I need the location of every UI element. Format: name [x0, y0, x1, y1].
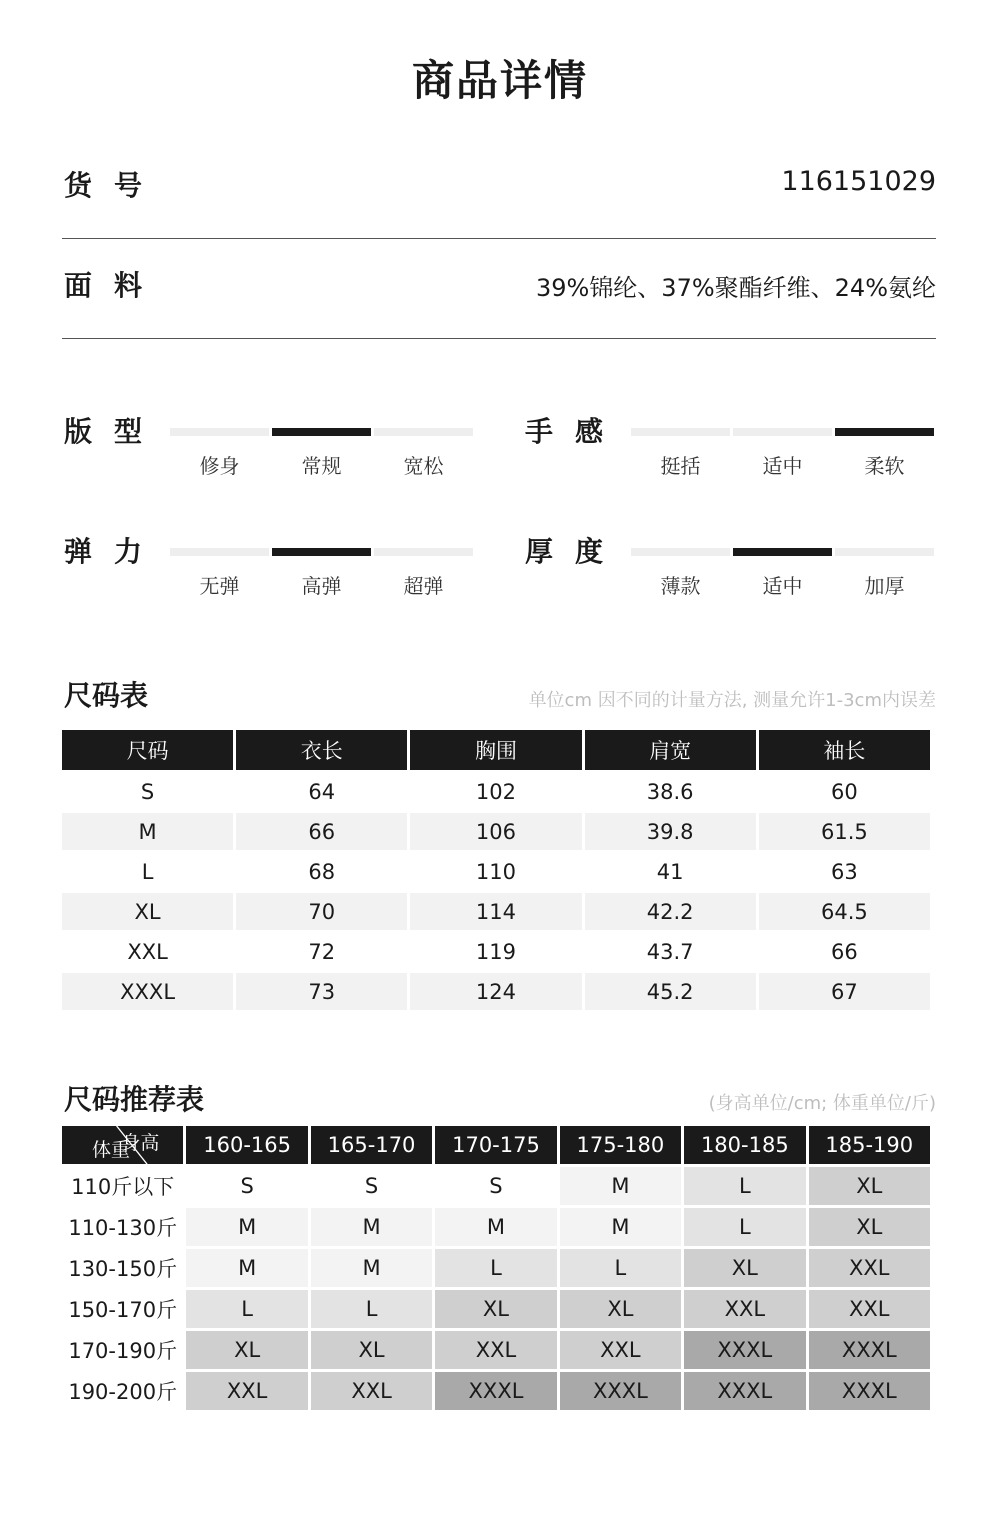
recommended-size-cell: XL [186, 1331, 307, 1369]
table-row [62, 853, 930, 890]
stretch-scale-segment [374, 548, 473, 556]
size-column-header: 袖长 [759, 730, 930, 770]
weight-row-header: 130-150斤 [62, 1249, 183, 1287]
table-row [62, 893, 930, 930]
recommended-size-cell: XL [809, 1208, 930, 1246]
thickness-option-label: 适中 [762, 574, 803, 598]
size-recommend-table [59, 1123, 933, 1413]
size-column-header: 衣长 [236, 730, 407, 770]
recommended-size-cell: XL [560, 1290, 681, 1328]
recommended-size-cell: M [186, 1249, 307, 1287]
recommended-size-cell: XXXL [435, 1372, 556, 1410]
size-cell: 67 [759, 973, 930, 1010]
feel-scale-segment [631, 428, 730, 436]
size-cell: 39.8 [585, 813, 756, 850]
size-cell: 64.5 [759, 893, 930, 930]
size-cell: XXXL [62, 973, 233, 1010]
recommended-size-cell: L [684, 1167, 805, 1205]
thickness-scale-segment [631, 548, 730, 556]
item-number-value: 116151029 [781, 166, 936, 197]
recommended-size-cell: L [186, 1290, 307, 1328]
size-cell: S [140, 779, 155, 804]
stretch-label: 弹力 [64, 535, 165, 568]
size-cell: 73 [236, 973, 407, 1010]
height-column-header: 185-190 [809, 1126, 930, 1164]
recommended-size-cell: M [435, 1208, 556, 1246]
feel-scale-segment [733, 428, 832, 436]
fit-option-label: 修身 [199, 454, 240, 478]
size-cell: 43.7 [646, 939, 694, 964]
recommended-size-cell: M [560, 1208, 681, 1246]
height-column-header: 165-170 [311, 1126, 432, 1164]
size-cell: 119 [475, 939, 517, 964]
recommended-size-cell: L [311, 1290, 432, 1328]
table-corner [62, 1126, 183, 1164]
recommended-size-cell: XL [311, 1331, 432, 1369]
recommended-size-cell: XXXL [809, 1372, 930, 1410]
feel-option-label: 适中 [762, 454, 803, 478]
recommended-size-cell: XXXL [684, 1331, 805, 1369]
fit-scale-segment [374, 428, 473, 436]
attribute-thickness [523, 530, 935, 610]
weight-row-header: 110斤以下 [62, 1167, 183, 1205]
recommended-size-cell: XXL [809, 1290, 930, 1328]
stretch-option-label: 超弹 [403, 574, 444, 598]
recommended-size-cell: L [435, 1249, 556, 1287]
recommended-size-cell: XXL [435, 1331, 556, 1369]
size-cell: 124 [410, 973, 581, 1010]
recommended-size-cell: XXXL [809, 1331, 930, 1369]
table-row [62, 1249, 930, 1287]
thickness-option-label: 薄款 [660, 574, 701, 598]
recommended-size-cell: XXXL [684, 1372, 805, 1410]
height-column-header: 160-165 [186, 1126, 307, 1164]
feel-label: 手感 [525, 415, 626, 448]
size-cell: 41 [656, 859, 684, 884]
weight-row-header: 190-200斤 [62, 1372, 183, 1410]
recommended-size-cell: L [684, 1208, 805, 1246]
size-column-header: 胸围 [410, 730, 581, 770]
recommended-size-cell: S [311, 1167, 432, 1205]
corner-weight-label: 体重 [92, 1139, 131, 1161]
table-row [62, 1208, 930, 1246]
page-title: 商品详情 [411, 56, 588, 105]
size-chart-note: 单位cm 因不同的计量方法, 测量允许1-3cm内误差 [528, 690, 936, 711]
recommended-size-cell: XL [435, 1290, 556, 1328]
recommended-size-cell: XXXL [560, 1372, 681, 1410]
recommend-note: (身高单位/cm; 体重单位/斤) [708, 1093, 936, 1114]
fit-scale-segment [170, 428, 269, 436]
recommended-size-cell: XL [684, 1249, 805, 1287]
size-cell: L [141, 859, 154, 884]
item-number-row [62, 138, 936, 239]
recommended-size-cell: XL [809, 1167, 930, 1205]
recommended-size-cell: XXL [684, 1290, 805, 1328]
height-column-header: 180-185 [684, 1126, 805, 1164]
size-cell: M [62, 813, 233, 850]
recommended-size-cell: M [311, 1249, 432, 1287]
height-column-header: 175-180 [560, 1126, 681, 1164]
recommended-size-cell: XXL [560, 1331, 681, 1369]
size-cell: 42.2 [585, 893, 756, 930]
thickness-label: 厚度 [525, 535, 626, 568]
size-chart-title: 尺码表 [64, 679, 149, 712]
stretch-option-label: 高弹 [301, 574, 342, 598]
corner-height-label: 身高 [121, 1132, 160, 1154]
thickness-scale-segment [733, 548, 832, 556]
fit-label: 版型 [64, 415, 165, 448]
fabric-label: 面料 [64, 269, 165, 302]
table-row [62, 1331, 930, 1369]
recommended-size-cell: XXL [186, 1372, 307, 1410]
size-cell: 63 [831, 859, 858, 884]
feel-option-label: 柔软 [864, 454, 905, 478]
size-cell: 64 [308, 779, 336, 804]
size-cell: 70 [236, 893, 407, 930]
attribute-fit [62, 410, 474, 490]
size-chart-table [59, 727, 933, 1013]
stretch-option-label: 无弹 [199, 574, 240, 598]
fit-scale-segment [272, 428, 371, 436]
feel-scale-segment [835, 428, 934, 436]
recommended-size-cell: L [560, 1249, 681, 1287]
size-cell: 72 [308, 939, 336, 964]
recommend-title: 尺码推荐表 [64, 1083, 205, 1116]
stretch-scale-segment [272, 548, 371, 556]
size-cell: XXL [127, 939, 168, 964]
size-cell: 106 [410, 813, 581, 850]
size-cell: XL [62, 893, 233, 930]
size-cell: 68 [308, 859, 336, 884]
size-cell: 66 [831, 939, 858, 964]
thickness-option-label: 加厚 [864, 574, 905, 598]
recommended-size-cell: S [435, 1167, 556, 1205]
table-row [62, 973, 930, 1010]
weight-row-header: 110-130斤 [62, 1208, 183, 1246]
size-cell: 60 [831, 779, 858, 804]
table-row [62, 1167, 930, 1205]
table-row [62, 773, 930, 810]
fit-option-label: 宽松 [403, 454, 444, 478]
feel-option-label: 挺括 [660, 454, 701, 478]
height-column-header: 170-175 [435, 1126, 556, 1164]
fabric-row [62, 238, 936, 339]
table-row [62, 1372, 930, 1410]
size-cell: 61.5 [759, 813, 930, 850]
weight-row-header: 170-190斤 [62, 1331, 183, 1369]
table-row [62, 933, 930, 970]
stretch-scale-segment [170, 548, 269, 556]
recommended-size-cell: M [560, 1167, 681, 1205]
weight-row-header: 150-170斤 [62, 1290, 183, 1328]
size-cell: 66 [236, 813, 407, 850]
item-number-label: 货号 [64, 169, 165, 202]
size-cell: 114 [410, 893, 581, 930]
size-cell: 102 [475, 779, 517, 804]
size-column-header: 肩宽 [585, 730, 756, 770]
size-cell: 38.6 [646, 779, 694, 804]
size-cell: 45.2 [585, 973, 756, 1010]
recommended-size-cell: XXL [809, 1249, 930, 1287]
attribute-stretch [62, 530, 474, 610]
thickness-scale-segment [835, 548, 934, 556]
size-column-header: 尺码 [62, 730, 233, 770]
recommended-size-cell: S [186, 1167, 307, 1205]
table-row [62, 1290, 930, 1328]
size-cell: 110 [475, 859, 517, 884]
table-row [62, 813, 930, 850]
attribute-feel [523, 410, 935, 490]
fit-option-label: 常规 [301, 454, 342, 478]
recommended-size-cell: M [311, 1208, 432, 1246]
fabric-value: 39%锦纶、37%聚酯纤维、24%氨纶 [535, 274, 936, 302]
recommended-size-cell: M [186, 1208, 307, 1246]
recommended-size-cell: XXL [311, 1372, 432, 1410]
